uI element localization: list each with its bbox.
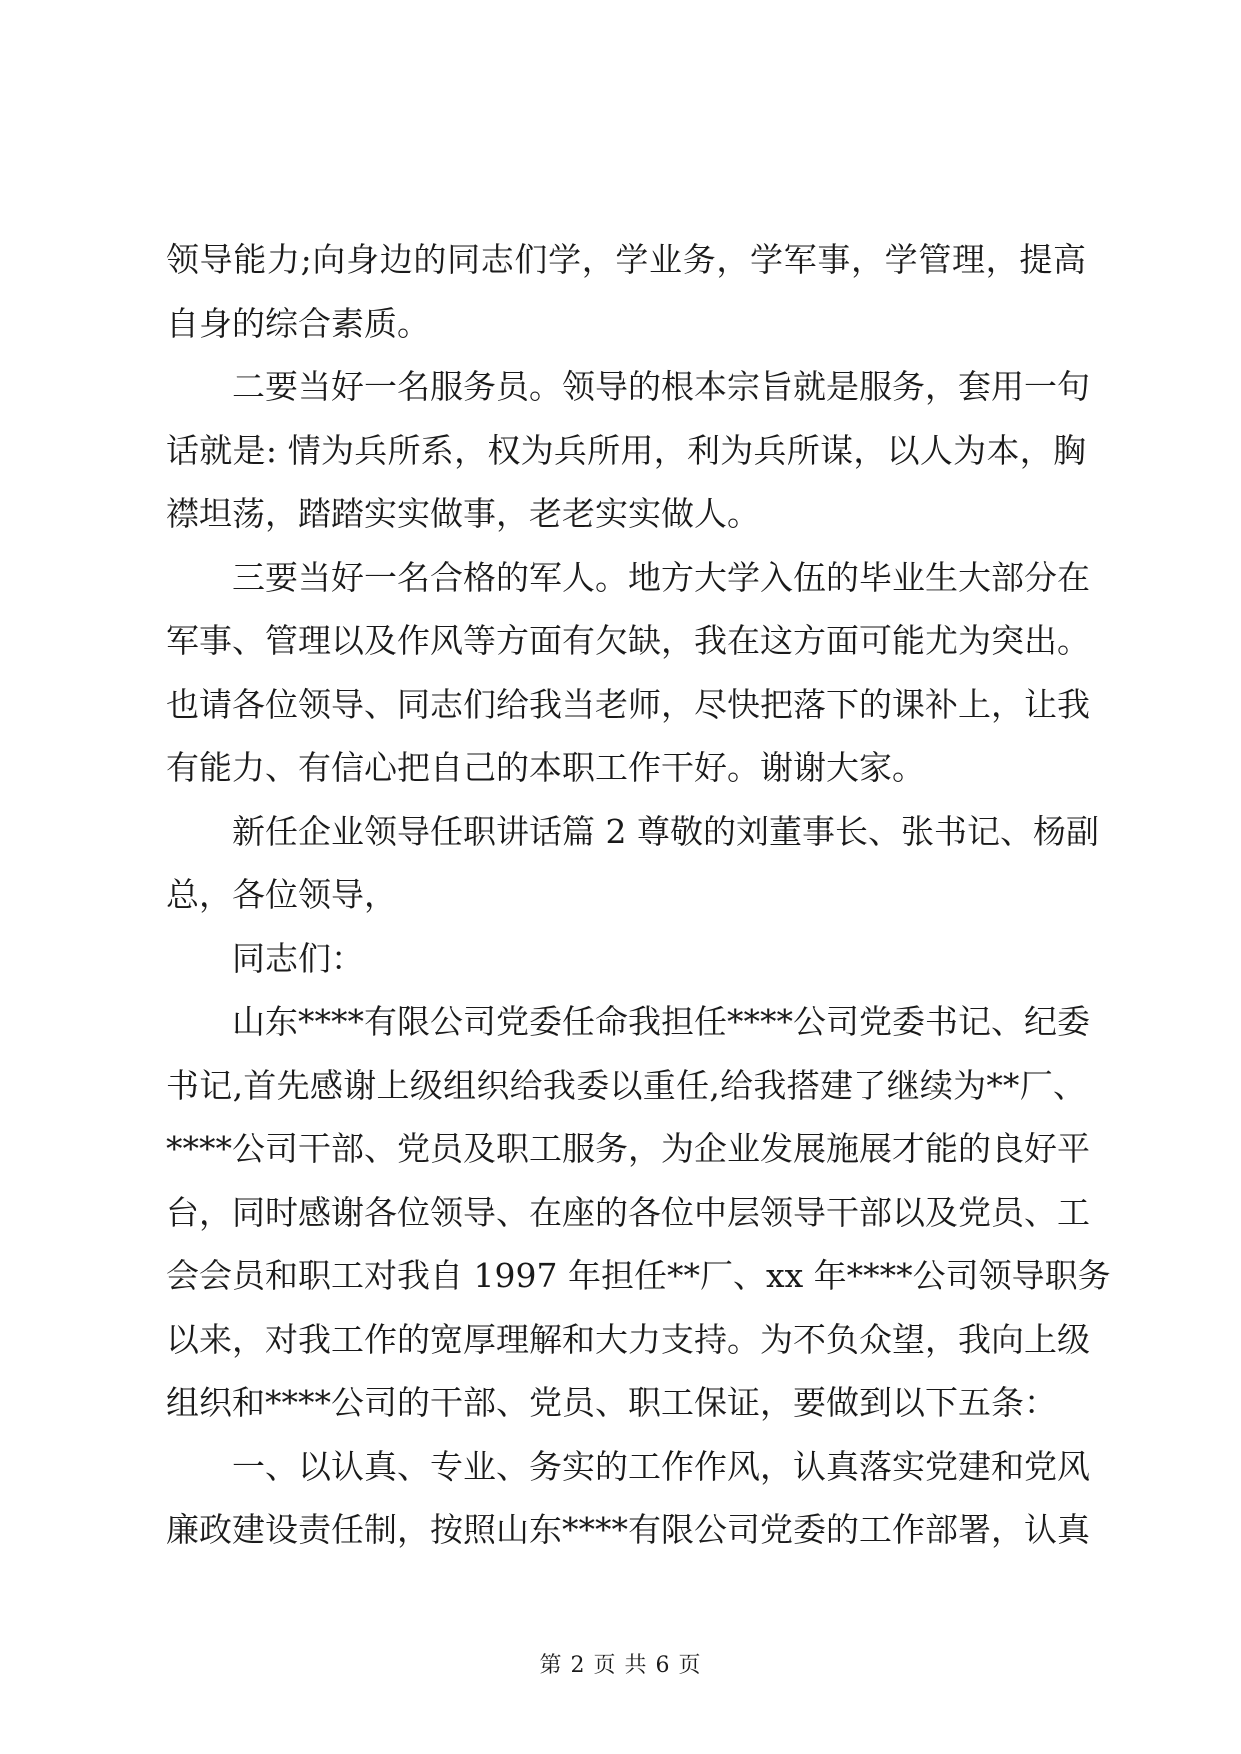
text-line: 总，各位领导， — [166, 875, 397, 914]
text-line: 组织和****公司的干部、党员、职工保证，要做到以下五条： — [166, 1383, 1057, 1422]
text-line: 一、以认真、专业、务实的工作作风，认真落实党建和党风 — [232, 1446, 1090, 1486]
text-line: 襟坦荡，踏踏实实做事，老老实实做人。 — [166, 494, 760, 533]
text-line: 自身的综合素质。 — [166, 303, 430, 343]
text-line: ****公司干部、党员及职工服务，为企业发展施展才能的良好平 — [166, 1129, 1090, 1168]
text-line: 话就是: 情为兵所系，权为兵所用，利为兵所谋，以人为本，胸 — [166, 430, 1086, 470]
text-line: 三要当好一名合格的军人。地方大学入伍的毕业生大部分在 — [232, 557, 1090, 597]
text-line: 廉政建设责任制，按照山东****有限公司党委的工作部署，认真 — [166, 1510, 1090, 1549]
text-line: 新任企业领导任职讲话篇 2 尊敬的刘董事长、张书记、杨副 — [232, 811, 1099, 851]
text-line: 台，同时感谢各位领导、在座的各位中层领导干部以及党员、工 — [166, 1192, 1090, 1232]
text-line: 同志们： — [232, 938, 364, 978]
text-line: 二要当好一名服务员。领导的根本宗旨就是服务，套用一句 — [232, 367, 1090, 406]
text-line: 书记,首先感谢上级组织给我委以重任,给我搭建了继续为**厂、 — [166, 1065, 1086, 1105]
text-line: 会会员和职工对我自 1997 年担任**厂、xx 年****公司领导职务 — [166, 1256, 1111, 1295]
text-line: 军事、管理以及作风等方面有欠缺，我在这方面可能尤为突出。 — [166, 621, 1090, 660]
text-line: 山东****有限公司党委任命我担任****公司党委书记、纪委 — [232, 1002, 1090, 1041]
document-body — [166, 228, 1111, 1562]
text-line: 也请各位领导、同志们给我当老师，尽快把落下的课补上，让我 — [166, 684, 1090, 724]
page-number-footer: 第 2 页 共 6 页 — [539, 1653, 702, 1678]
text-line: 有能力、有信心把自己的本职工作干好。谢谢大家。 — [166, 748, 925, 787]
text-line: 领导能力;向身边的同志们学，学业务，学军事，学管理，提高 — [166, 240, 1086, 279]
text-line: 以来，对我工作的宽厚理解和大力支持。为不负众望，我向上级 — [166, 1319, 1090, 1359]
